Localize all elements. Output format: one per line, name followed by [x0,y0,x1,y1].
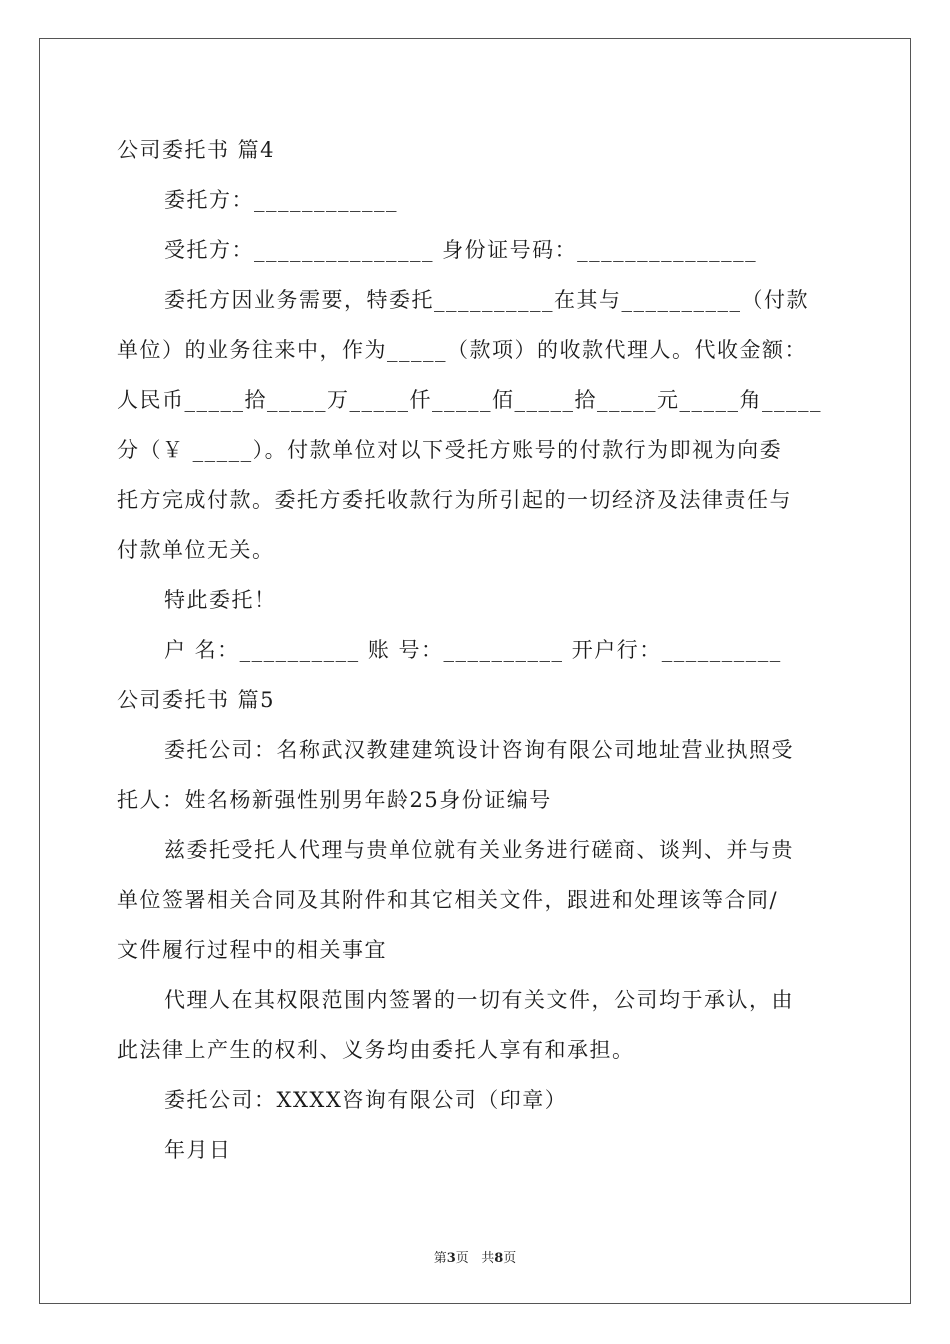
paragraph-line: 此法律上产生的权利、义务均由委托人享有和承担。 [117,1038,635,1062]
signature-company-line: 委托公司：XXXX咨询有限公司（印章） [164,1088,568,1112]
page-footer [0,1247,950,1266]
section-title-4: 公司委托书 篇4 [117,138,276,162]
paragraph-line: 委托方因业务需要，特委托__________在其与__________（付款 [164,288,809,312]
paragraph-line: 兹委托受托人代理与贵单位就有关业务进行磋商、谈判、并与贵 [164,838,794,862]
closing-line: 特此委托！ [164,588,277,612]
paragraph-line: 托方完成付款。委托方委托收款行为所引起的一切经济及法律责任与 [117,488,792,512]
page-border [39,38,911,1304]
paragraph-line: 代理人在其权限范围内签署的一切有关文件，公司均于承认，由 [164,988,794,1012]
paragraph-line: 托人：姓名杨新强性别男年龄25身份证编号 [117,788,552,812]
paragraph-line: 付款单位无关。 [117,538,275,562]
paragraph-line: 单位）的业务往来中，作为_____（款项）的收款代理人。代收金额： [117,338,807,362]
paragraph-line: 委托公司：名称武汉教建建筑设计咨询有限公司地址营业执照受 [164,738,794,762]
footer-total-pages: 8 [494,1251,504,1266]
paragraph-line: 人民币_____拾_____万_____仟_____佰_____拾_____元_____角_____ [117,388,822,412]
paragraph-line: 分（￥ _____）。付款单位对以下受托方账号的付款行为即视为向委 [117,438,783,462]
principal-line: 委托方：____________ [164,188,398,212]
date-line: 年月日 [164,1138,232,1162]
footer-page-number: 3 [446,1251,456,1266]
account-line: 户 名：__________ 账 号：__________ 开户行：__________ [164,638,782,662]
agent-line: 受托方：_______________ 身份证号码：_______________ [164,238,758,262]
footer-suffix: 页 [503,1251,517,1266]
footer-middle: 页 共 [455,1251,495,1266]
paragraph-line: 单位签署相关合同及其附件和其它相关文件，跟进和处理该等合同/ [117,888,779,912]
paragraph-line: 文件履行过程中的相关事宜 [117,938,387,962]
section-title-5: 公司委托书 篇5 [117,688,276,712]
footer-prefix: 第 [433,1251,447,1266]
